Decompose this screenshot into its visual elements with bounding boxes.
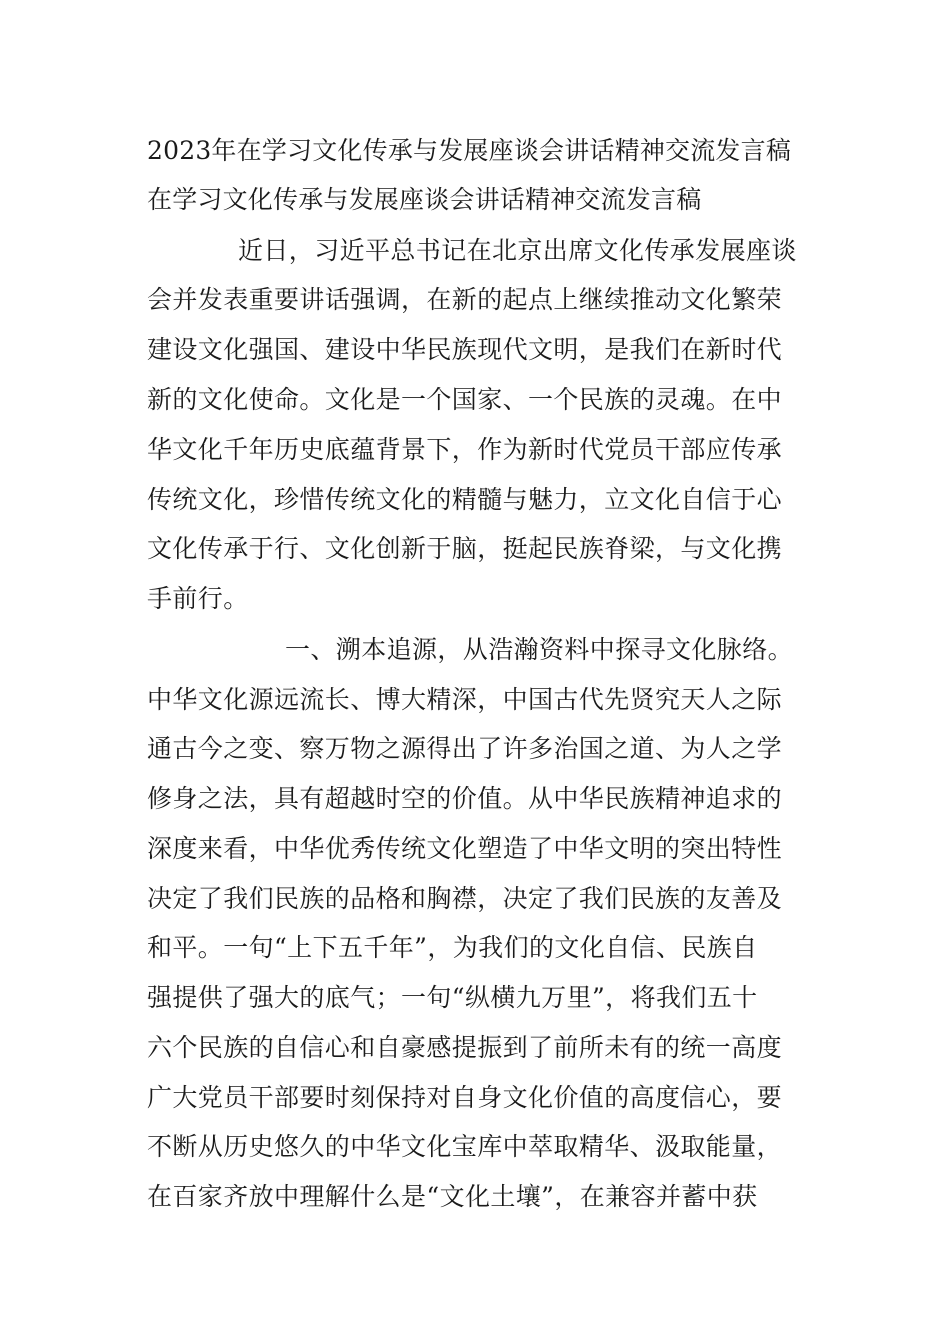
- paragraph-line: 和平。一句“上下五千年”，为我们的文化自信、民族自: [147, 933, 758, 962]
- paragraph-line: 强提供了强大的底气；一句“纵横九万里”，将我们五十: [147, 983, 758, 1012]
- document-subtitle: 在学习文化传承与发展座谈会讲话精神交流发言稿: [147, 185, 702, 214]
- paragraph-line: 新的文化使命。文化是一个国家、一个民族的灵魂。在中: [147, 385, 783, 414]
- paragraph-line: 手前行。: [147, 584, 249, 613]
- paragraph-line: 文化传承于行、文化创新于脑，挺起民族脊梁，与文化携: [147, 534, 783, 563]
- paragraph-line: 广大党员干部要时刻保持对自身文化价值的高度信心，要: [147, 1083, 783, 1112]
- paragraph-line: 通古今之变、察万物之源得出了许多治国之道、为人之学: [147, 734, 783, 763]
- paragraph-line: 建设文化强国、建设中华民族现代文明，是我们在新时代: [147, 335, 783, 364]
- paragraph-line: 六个民族的自信心和自豪感提振到了前所未有的统一高度: [147, 1033, 783, 1062]
- paragraph-line: 中华文化源远流长、博大精深，中国古代先贤究天人之际: [147, 685, 783, 714]
- document-title: 2023年在学习文化传承与发展座谈会讲话精神交流发言稿: [147, 136, 792, 165]
- paragraph-line: 修身之法，具有超越时空的价值。从中华民族精神追求的: [147, 784, 783, 813]
- paragraph-line: 传统文化，珍惜传统文化的精髓与魅力，立文化自信于心: [147, 485, 783, 514]
- section-heading: 一、溯本追源，从浩瀚资料中探寻文化脉络。: [285, 635, 794, 664]
- paragraph-line: 深度来看，中华优秀传统文化塑造了中华文明的突出特性: [147, 834, 783, 863]
- paragraph-line: 会并发表重要讲话强调，在新的起点上继续推动文化繁荣: [147, 285, 783, 314]
- paragraph-line: 近日，习近平总书记在北京出席文化传承发展座谈: [238, 236, 797, 265]
- paragraph-line: 决定了我们民族的品格和胸襟，决定了我们民族的友善及: [147, 884, 783, 913]
- paragraph-line: 不断从历史悠久的中华文化宝库中萃取精华、汲取能量，: [147, 1132, 783, 1161]
- paragraph-line: 华文化千年历史底蕴背景下，作为新时代党员干部应传承: [147, 435, 783, 464]
- paragraph-line: 在百家齐放中理解什么是“文化土壤”，在兼容并蓄中获: [147, 1182, 758, 1211]
